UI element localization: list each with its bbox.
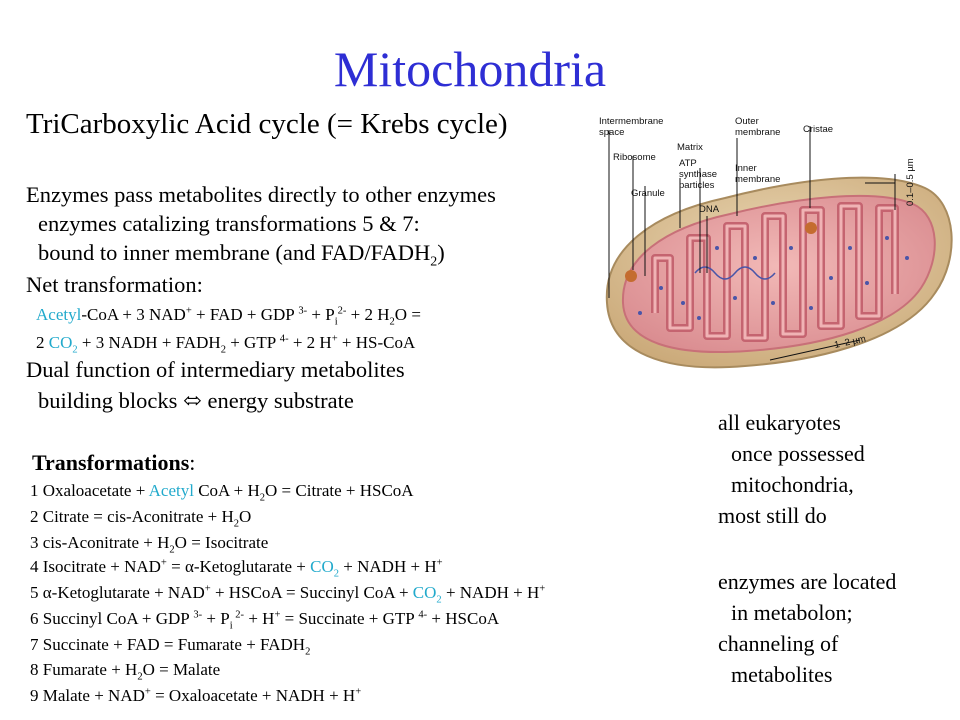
body-line-bound-inner-membrane: bound to inner membrane (and FAD/$FADH_2$) xyxy=(38,240,445,270)
granule xyxy=(805,222,817,234)
label-granule: Granule xyxy=(631,188,665,199)
transformation-2: 2 Citrate = cis-Aconitrate + $H_2O$ xyxy=(30,507,252,530)
transformations-heading: Transformations: xyxy=(32,450,196,475)
subtitle: TriCarboxylic Acid cycle (= Krebs cycle) xyxy=(26,108,508,140)
label-synthase: synthase xyxy=(679,169,718,180)
transformation-4: 4 Isocitrate + NAD+ = α-Ketoglutarate + $CO_2$ + NADH + H+ xyxy=(30,557,443,580)
note-most-still-do: most still do xyxy=(718,503,827,528)
note-enzymes-located: enzymes are located xyxy=(718,569,897,594)
label-inner-membrane: membrane xyxy=(735,174,781,185)
note-once-possessed: once possessed xyxy=(731,441,865,466)
label-particles: particles xyxy=(679,180,715,191)
transformation-7: 7 Succinate + FAD = Fumarate + $FADH_2$ xyxy=(30,635,311,658)
label-outer: Outer xyxy=(735,116,759,127)
mitochondrion-diagram xyxy=(595,98,960,418)
body-line-enzymes-pass: Enzymes pass metabolites directly to other enzymes xyxy=(26,182,496,207)
net-equation-products: 2 $CO_2 + 3$ NADH + $FADH_2$ + GTP $^{4-}$ + 2 H+ + HS-CoA xyxy=(36,333,416,356)
label-length: 1–2 µm xyxy=(833,333,867,351)
note-all-eukaryotes: all eukaryotes xyxy=(718,410,841,435)
mitochondrion-illustration xyxy=(595,98,960,418)
note-channeling-of: channeling of xyxy=(718,631,839,656)
body-line-building-blocks: building blocks ⬄ energy substrate xyxy=(38,388,354,413)
net-equation-reactants: Acetyl-CoA + 3 NAD+ + FAD + GDP $^{3-} + P_i^{2-} + 2$ $H_2O$ = xyxy=(36,305,421,328)
body-line-enzymes-catalizing: enzymes catalizing transformations 5 & 7: xyxy=(38,211,420,236)
label-inner: Inner xyxy=(735,163,757,174)
transformation-5: 5 α-Ketoglutarate + NAD+ + HSCoA = Succinyl CoA + $CO_2$ + NADH + H+ xyxy=(30,583,546,606)
label-width: 0.1–0.5 µm xyxy=(905,158,916,206)
body-line-dual-function: Dual function of intermediary metabolites xyxy=(26,357,405,382)
label-intermembrane: Intermembrane xyxy=(599,116,664,127)
label-ribosome: Ribosome xyxy=(613,152,656,163)
label-matrix: Matrix xyxy=(677,142,703,153)
note-in-metabolon: in metabolon; xyxy=(731,600,853,625)
transformation-6: 6 Succinyl CoA + GDP $^{3-} + P_i$ $^{2-}$ + H+ = Succinate + GTP $^{4-}$ + HSCoA xyxy=(30,609,500,632)
label-atp: ATP xyxy=(679,158,697,169)
transformation-8: 8 Fumarate + $H_2O$ = Malate xyxy=(30,660,221,683)
body-line-net-transformation: Net transformation: xyxy=(26,272,203,297)
label-dna: DNA xyxy=(699,204,720,215)
note-mitochondria: mitochondria, xyxy=(731,472,854,497)
transformation-3: 3 cis-Aconitrate + $H_2O$ = Isocitrate xyxy=(30,533,269,556)
granule xyxy=(625,270,637,282)
transformation-1: 1 Oxaloacetate + Acetyl CoA + $H_2O$ = Citrate + HSCoA xyxy=(30,481,414,504)
double-arrow-icon: ⬄ xyxy=(183,388,202,413)
label-outer-membrane: membrane xyxy=(735,127,781,138)
transformation-9: 9 Malate + NAD+ = Oxaloacetate + NADH + H+ xyxy=(30,686,362,705)
page-title: Mitochondria xyxy=(333,41,607,97)
label-space: space xyxy=(599,127,625,138)
note-metabolites: metabolites xyxy=(731,662,833,687)
label-cristae: Cristae xyxy=(803,124,834,135)
